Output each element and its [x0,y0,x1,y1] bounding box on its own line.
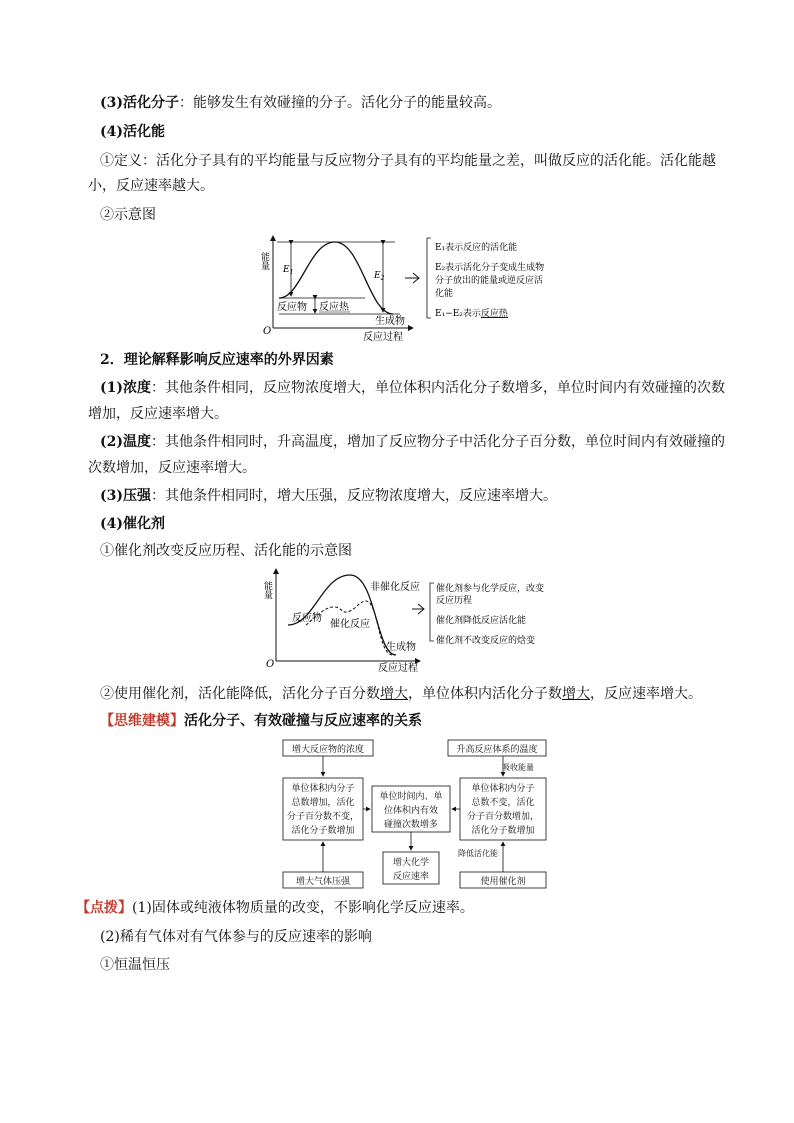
reactant-label: 反应物 [292,613,322,624]
fig2-note-2: 催化剂降低反应活化能 [436,616,527,626]
svg-text:增大化学: 增大化学 [392,858,430,868]
svg-text:活化分子数增加: 活化分子数增加 [291,826,355,836]
svg-text:活化分子数增加: 活化分子数增加 [471,826,535,836]
activated-molecule-text: ：能够发生有效碰撞的分子。活化分子的能量较高。 [179,95,501,111]
tip-line-1 [76,898,696,918]
catalyst-diagram [258,563,568,675]
thinking-model-title: 活化分子、有效碰撞与反应速率的关系 [184,713,422,729]
use-catalyst-c: ，单位体积内活化分子数 [408,686,562,702]
brace [430,583,434,641]
product-label: 生成物 [375,316,405,327]
fig1-note-2a: E₂表示活化分子变成生成物 [435,263,545,273]
svg-text:分子百分数不变，: 分子百分数不变， [286,812,360,822]
pressure-label: (3)压强 [100,488,151,504]
svg-text:单位体积内分子: 单位体积内分子 [471,784,535,794]
flow-diagram [280,736,550,892]
svg-text:使用催化剂: 使用催化剂 [480,877,526,887]
use-catalyst-e: ，反应速率增大。 [590,686,702,702]
fig2-note-1a: 催化剂参与化学反应，改变 [436,584,545,594]
concentration-line-1 [100,378,725,398]
svg-text:分子百分数增加，: 分子百分数增加， [466,812,540,822]
thinking-model-tag: 【思维建模】 [100,713,184,729]
catalyst-figure-label: ①催化剂改变反应历程、活化能的示意图 [100,543,352,559]
fig2-note-1b: 反应历程 [436,596,473,606]
diagram-label: ②示意图 [100,207,156,223]
activation-energy-heading: (4)活化能 [100,124,165,140]
svg-text:位体积内有效: 位体积内有效 [383,806,439,816]
concentration-text: ：其他条件相同，反应物浓度增大，单位体积内活化分子数增多，单位时间内有效碰撞的次数 [151,380,725,396]
use-catalyst-b: 增大 [380,686,408,702]
concentration-line-2: 增加，反应速率增大。 [88,406,228,422]
svg-text:单位时间内、单: 单位时间内、单 [379,792,443,802]
x-axis-label: 反应过程 [378,663,418,674]
right-arrow-icon [412,604,424,614]
right-arrow-icon [405,273,419,283]
uncatalyzed-label: 非催化反应 [370,582,420,593]
brace [427,238,431,318]
fig2-note-3: 催化剂不改变反应的焓变 [436,636,536,646]
x-axis-label: 反应过程 [363,332,403,343]
origin-label: O [266,659,275,670]
svg-text:升高反应体系的温度: 升高反应体系的温度 [456,745,538,755]
lower-activation-energy-label: 降低活化能 [458,849,498,858]
catalyzed-label: 催化反应 [330,619,370,630]
svg-text:总数不变，活化: 总数不变，活化 [471,798,535,808]
fig1-note-2c: 化能 [435,289,454,299]
svg-text:单位体积内分子: 单位体积内分子 [291,784,355,794]
svg-text:增大气体压强: 增大气体压强 [295,877,351,887]
catalyst-heading: (4)催化剂 [100,516,165,532]
tip-line-2: (2)稀有气体对有气体参与的反应速率的影响 [100,929,372,945]
e1-label: $E_1$ [283,265,294,276]
activated-molecule-label: (3)活化分子 [100,95,179,111]
heat-label: 反应热 [319,302,349,313]
tip-text-1: (1)固体或纯液体物质量的改变，不影响化学反应速率。 [132,900,474,916]
pressure-line [100,486,720,506]
y-axis-label: 能量 [262,581,272,599]
use-catalyst-d: 增大 [562,686,590,702]
section-2-title: 2．理论解释影响反应速率的外界因素 [100,352,334,368]
svg-text:碰撞次数增多: 碰撞次数增多 [383,820,439,830]
use-catalyst-line [100,684,720,704]
pressure-text: ：其他条件相同时，增大压强，反应物浓度增大，反应速率增大。 [151,488,557,504]
fig1-note-1: E₁表示反应的活化能 [435,243,518,253]
reactant-label: 反应物 [277,302,307,313]
concentration-label: (1)浓度 [100,380,151,396]
svg-text:总数增加，活化: 总数增加，活化 [291,798,355,808]
absorb-energy-label: 吸收能量 [502,763,534,772]
temperature-line-1 [100,432,725,452]
paragraph-activated-molecule [100,93,720,113]
svg-text:反应速率: 反应速率 [392,872,430,882]
tip-line-3: ①恒温恒压 [100,957,170,973]
definition-line-2: 小，反应速率越大。 [88,178,214,194]
y-axis-label: 能量 [259,252,269,270]
use-catalyst-a: ②使用催化剂，活化能降低，活化分子百分数 [100,686,380,702]
temperature-label: (2)温度 [100,434,151,450]
temperature-text: ：其他条件相同时，升高温度，增加了反应物分子中活化分子百分数，单位时间内有效碰撞的 [151,434,725,450]
activation-energy-diagram [255,230,585,345]
svg-text:增大反应物的浓度: 增大反应物的浓度 [291,745,365,755]
thinking-model-heading [100,711,720,731]
tip-tag: 【点拨】 [76,900,132,916]
fig1-note-2b: 分子放出的能量或逆反应活 [435,276,544,286]
fig1-note-3: E₁−E₂表示反应热 [435,309,508,319]
e2-label: $E_2$ [374,271,385,282]
temperature-line-2: 次数增加，反应速率增大。 [88,460,256,476]
origin-label: O [263,326,272,337]
definition-line-1: ①定义：活化分子具有的平均能量与反应物分子具有的平均能量之差，叫做反应的活化能。活化能越 [100,153,716,169]
product-label: 生成物 [386,642,416,653]
